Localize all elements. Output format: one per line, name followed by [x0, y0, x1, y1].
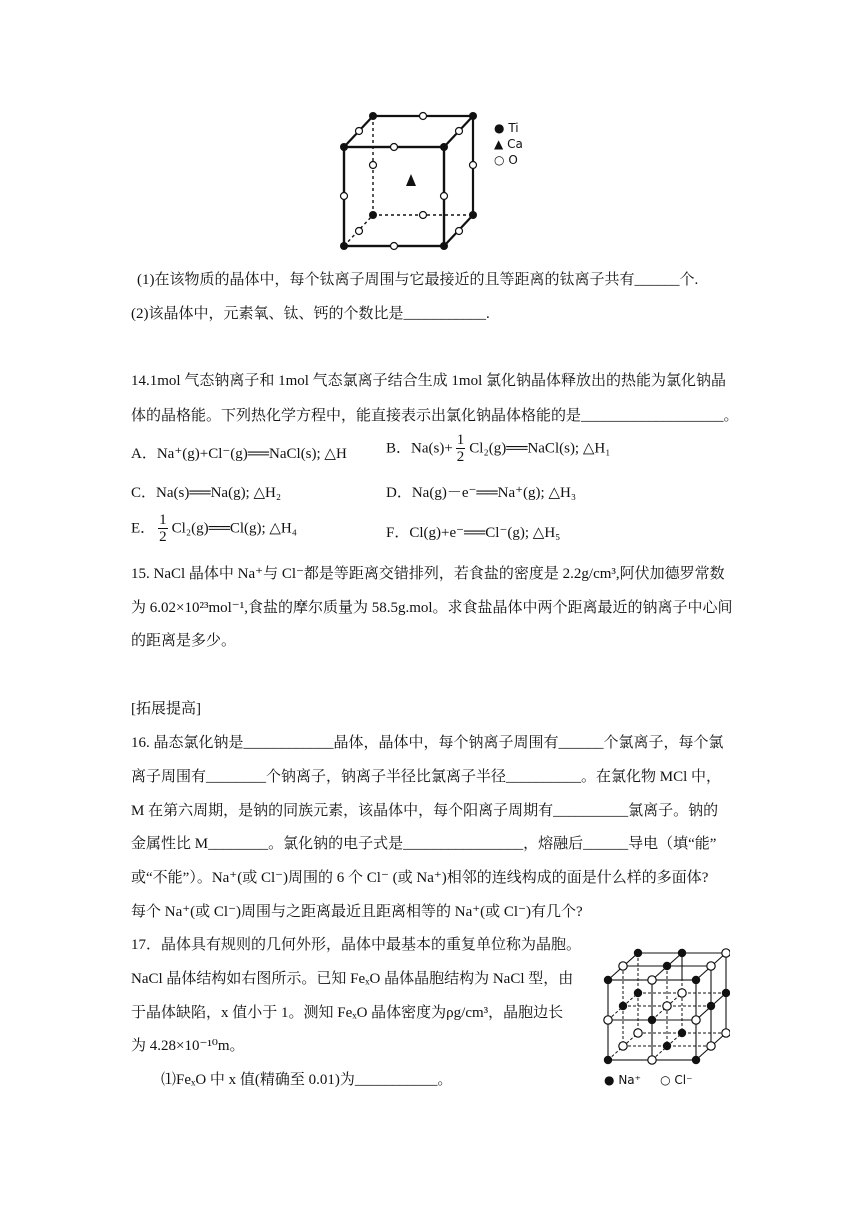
q16-line2: 离子周围有________个钠离子，钠离子半径比氯离子半径__________。在氯化物 MCl 中，: [131, 769, 722, 785]
o-atom: [391, 144, 398, 151]
q17-line3: 于晶体缺陷，x 值小于 1。测知 FeₓO 晶体密度为ρg/cm³，晶胞边长: [131, 1005, 564, 1021]
o-atom: [420, 212, 427, 219]
na-ion: [707, 1002, 715, 1010]
o-atom: [341, 193, 348, 200]
na-ion: [663, 1042, 671, 1050]
cl-ion: [619, 962, 627, 970]
q17-line4: 为 4.28×10⁻¹⁰m。: [131, 1038, 245, 1054]
option-e-suffix: Cl₂(g)══Cl(g); △H₄: [171, 520, 297, 537]
legend-ca: ▲ Ca: [494, 137, 523, 151]
na-ion: [722, 989, 730, 997]
q14-option-a: A．Na⁺(g)+Cl⁻(g)══NaCl(s); △H: [131, 446, 347, 462]
o-atom: [420, 113, 427, 120]
q15-line1: 15. NaCl 晶体中 Na⁺与 Cl⁻都是等距离交错排列，若食盐的密度是 2.2g/cm³,阿伏加德罗常数: [131, 566, 725, 582]
q15-line2: 为 6.02×10²³mol⁻¹,食盐的摩尔质量为 58.5g.mol。求食盐晶体中两个距离最近的钠离子中心间: [131, 600, 733, 616]
q17-part1: ⑴FeₓO 中 x 值(精确至 0.01)为___________。: [161, 1072, 453, 1088]
q14-option-b: [386, 432, 610, 465]
option-b-prefix: B．Na(s)+: [386, 440, 453, 457]
o-atom: [456, 128, 463, 135]
cl-ion: [722, 1029, 730, 1037]
legend-na: ● Na⁺: [604, 1073, 641, 1087]
fraction-denominator: 2: [456, 449, 465, 465]
q14-line1: 14.1mol 气态钠离子和 1mol 气态氯离子结合生成 1mol 氯化钠晶体释放出的热能为氯化钠晶: [131, 373, 727, 389]
nacl-lattice-diagram: [600, 943, 730, 1068]
section-title: [拓展提高]: [131, 701, 201, 717]
perovskite-legend: [494, 120, 523, 168]
ti-atom: [440, 242, 448, 250]
q14-line2: 体的晶格能。下列热化学方程中，能直接表示出氯化钠晶体格能的是___________________。: [131, 408, 739, 424]
cl-ion: [648, 1056, 656, 1064]
ca-atom: [406, 174, 416, 186]
na-ion: [634, 949, 642, 957]
q16-line4: 金属性比 M________。氯化钠的电子式是________________，熔融后______导电（填“能”: [131, 836, 717, 852]
o-atom: [391, 243, 398, 250]
ti-atom: [340, 143, 348, 151]
option-e-prefix: E．: [131, 520, 156, 537]
ti-atom: [369, 211, 377, 219]
cl-ion: [634, 1029, 642, 1037]
legend-ti: ● Ti: [494, 121, 519, 135]
q15-line3: 的距离是多少。: [131, 633, 237, 649]
nacl-legend: [604, 1072, 692, 1088]
nacl-lattice-figure: [600, 943, 730, 1068]
o-atom: [456, 228, 463, 235]
q14-option-d: D．Na(g)－e⁻══Na⁺(g); △H₃: [386, 485, 577, 501]
q16-line6: 每个 Na⁺(或 Cl⁻)周围与之距离最近且距离相等的 Na⁺(或 Cl⁻)有几个?: [131, 904, 583, 920]
q17-line2: NaCl 晶体结构如右图所示。已知 FeₓO 晶体晶胞结构为 NaCl 型，由: [131, 971, 574, 987]
q16-line5: 或“不能”）。Na⁺(或 Cl⁻)周围的 6 个 Cl⁻ (或 Na⁺)相邻的连线构成的面是什么样的多面体?: [131, 870, 709, 886]
ti-atom: [469, 211, 477, 219]
cl-ion: [663, 1002, 671, 1010]
na-ion: [692, 976, 700, 984]
half-fraction: [456, 432, 466, 465]
fraction-numerator: 1: [456, 432, 465, 448]
half-fraction: [158, 512, 168, 545]
ti-atom: [440, 143, 448, 151]
ti-atom: [340, 242, 348, 250]
q13-part2: (2)该晶体中，元素氧、钛、钙的个数比是___________.: [131, 306, 490, 322]
na-ion: [604, 1056, 612, 1064]
o-atom: [356, 128, 363, 135]
cl-ion: [648, 976, 656, 984]
na-ion: [634, 989, 642, 997]
cl-ion: [604, 1016, 612, 1024]
option-b-suffix: Cl₂(g)══NaCl(s); △H₁: [469, 440, 611, 457]
fraction-numerator: 1: [159, 512, 167, 528]
o-atom: [441, 193, 448, 200]
o-atom: [370, 162, 377, 169]
na-ion: [692, 1056, 700, 1064]
q13-part1: (1)在该物质的晶体中，每个钛离子周围与它最接近的且等距离的钛离子共有______个.: [137, 272, 699, 288]
cl-ion: [678, 989, 686, 997]
na-ion: [604, 976, 612, 984]
na-ion: [663, 962, 671, 970]
fraction-denominator: 2: [159, 529, 167, 545]
cl-ion: [722, 949, 730, 957]
na-ion: [678, 1029, 686, 1037]
legend-o: ○ O: [494, 153, 518, 167]
q16-line1: 16. 晶态氯化钠是____________晶体，晶体中，每个钠离子周围有______个氯离子，每个氯: [131, 735, 724, 751]
cl-ion: [707, 1042, 715, 1050]
o-atom: [356, 228, 363, 235]
ti-atom: [469, 112, 477, 120]
q16-line3: M 在第六周期，是钠的同族元素，该晶体中，每个阳离子周期有__________氯离子。钠的: [131, 803, 719, 819]
q14-option-c: C．Na(s)══Na(g); △H₂: [131, 485, 282, 501]
q14-option-e: [131, 512, 297, 545]
q17-line1: 17．晶体具有规则的几何外形，晶体中最基本的重复单位称为晶胞。: [131, 937, 582, 953]
q14-option-f: F．Cl(g)+e⁻══Cl⁻(g); △H₅: [386, 525, 561, 541]
legend-cl: ○ Cl⁻: [660, 1073, 693, 1087]
na-ion: [619, 1002, 627, 1010]
na-ion: [648, 1016, 656, 1024]
cl-ion: [619, 1042, 627, 1050]
o-atom: [470, 162, 477, 169]
ti-atom: [369, 112, 377, 120]
cl-ion: [707, 962, 715, 970]
na-ion: [678, 949, 686, 957]
cl-ion: [692, 1016, 700, 1024]
